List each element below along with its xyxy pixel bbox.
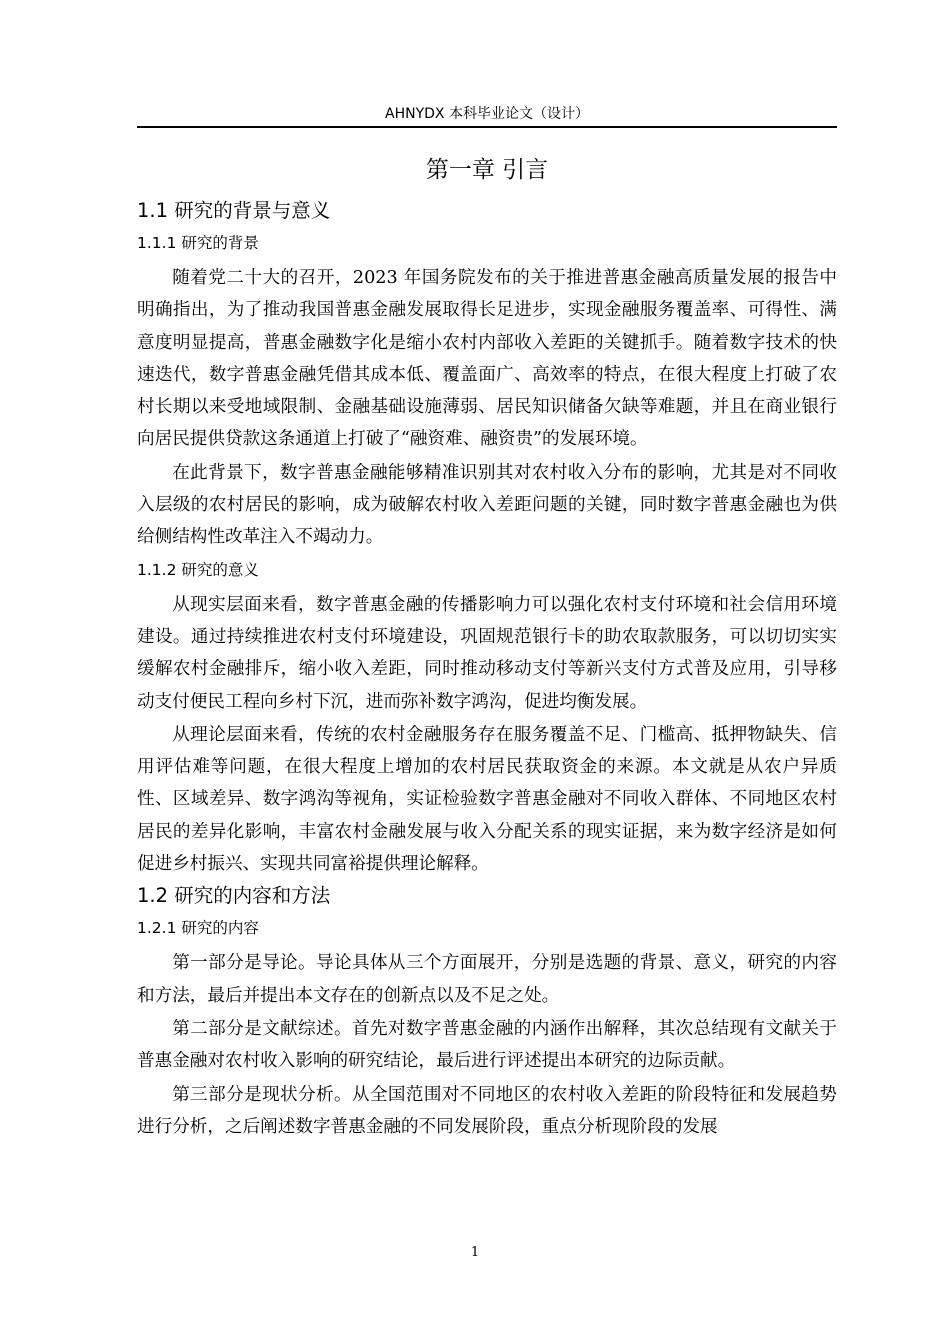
running-header: AHNYDX 本科毕业论文（设计） — [385, 106, 589, 122]
body-paragraph: 第一部分是导论。导论具体从三个方面展开，分别是选题的背景、意义，研究的内容和方法，最后并提出本文存在的创新点以及不足之处。 — [137, 953, 837, 1006]
body-paragraph: 在此背景下，数字普惠金融能够精准识别其对农村收入分布的影响，尤其是对不同收入层级的农村居民的影响，成为破解农村收入差距问题的关键，同时数字普惠金融也为供给侧结构性改革注入不竭动力。 — [137, 462, 837, 548]
body-paragraph: 从现实层面来看，数字普惠金融的传播影响力可以强化农村支付环境和社会信用环境建设。通过持续推进农村支付环境建设，巩固规范银行卡的助农取款服务，可以切切实实缓解农村金融排斥，缩小收入差距，同时推动移动支付等新兴支付方式普及应用，引导移动支付便民工程向乡村下沉，进而弥补数字鸿沟，促进均衡发展。 — [137, 594, 837, 712]
section-heading: 1.2 研究的内容和方法 — [137, 884, 331, 908]
chapter-title: 第一章 引言 — [425, 157, 549, 183]
subsection-heading: 1.1.2 研究的意义 — [137, 560, 259, 579]
body-paragraph: 随着党二十大的召开，2023 年国务院发布的关于推进普惠金融高质量发展的报告中明确指出，为了推动我国普惠金融发展取得长足进步，实现金融服务覆盖率、可得性、满意度明显提高，普惠金融数字化是缩小农村内部收入差距的关键抓手。随着数字技术的快速迭代，数字普惠金融凭借其成本低、覆盖面广、高效率的特点，在很大程度上打破了农村长期以来受地域限制、金融基础设施薄弱、居民知识储备欠缺等难题，并且在商业银行向居民提供贷款这条通道上打破了“融资难、融资贵”的发展环境。 — [137, 268, 837, 450]
body-paragraph: 从理论层面来看，传统的农村金融服务存在服务覆盖不足、门槛高、抵押物缺失、信用评估难等问题，在很大程度上增加的农村居民获取资金的来源。本文就是从农户异质性、区域差异、数字鸿沟等视角，实证检验数字普惠金融对不同收入群体、不同地区农村居民的差异化影响，丰富农村金融发展与收入分配关系的现实证据，来为数字经济是如何促进乡村振兴、实现共同富裕提供理论解释。 — [137, 724, 837, 875]
header-rule — [137, 126, 837, 128]
page-content — [137, 150, 837, 1144]
page-number: 1 — [470, 1245, 480, 1260]
body-paragraph: 第二部分是文献综述。首先对数字普惠金融的内涵作出解释，其次总结现有文献关于普惠金融对农村收入影响的研究结论，最后进行评述提出本研究的边际贡献。 — [137, 1018, 837, 1072]
subsection-heading: 1.1.1 研究的背景 — [137, 234, 259, 252]
body-paragraph: 第三部分是现状分析。从全国范围对不同地区的农村收入差距的阶段特征和发展趋势进行分析，之后阐述数字普惠金融的不同发展阶段，重点分析现阶段的发展 — [137, 1084, 837, 1137]
subsection-heading: 1.2.1 研究的内容 — [137, 919, 259, 938]
section-heading: 1.1 研究的背景与意义 — [137, 199, 331, 222]
